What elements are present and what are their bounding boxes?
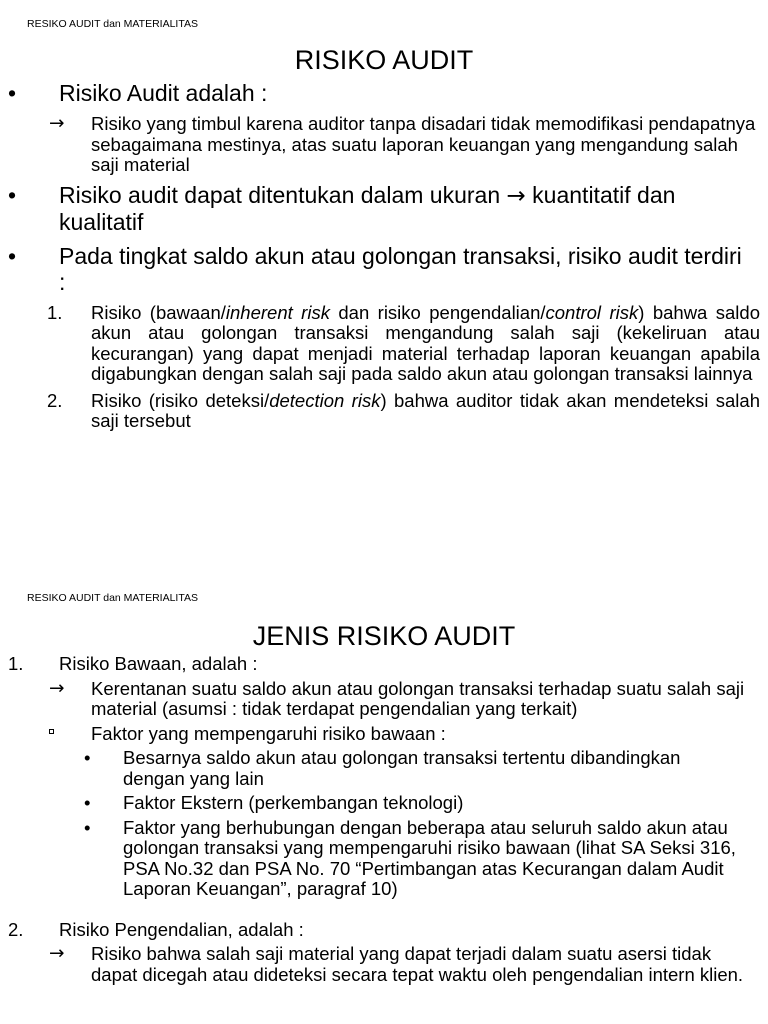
text-part: Risiko (risiko deteksi/ — [91, 389, 270, 411]
arrow-item — [0, 114, 768, 176]
numbered-item-text — [91, 303, 760, 385]
slide-header: RESIKO AUDIT dan MATERIALITAS — [27, 592, 198, 604]
slide-title: JENIS RISIKO AUDIT — [252, 621, 516, 651]
bullet-item — [0, 182, 768, 235]
arrow-item — [0, 679, 768, 720]
sub-bullet-text: Faktor yang berhubungan dengan beberapa atau seluruh saldo akun atau golongan transaksi yang mempengaruhi risiko bawaan (lihat SA Seksi 316, PSA No.32 dan PSA No. 70 “Pertimbangan atas Kecurangan dalam Audit Laporan Keuangan”, paragraf 10) — [123, 816, 736, 899]
slide-jenis-risiko-audit — [0, 580, 768, 1024]
text-part: Risiko (bawaan/ — [91, 301, 226, 323]
italic-term: inherent risk — [225, 301, 330, 323]
arrow-item-text: Risiko yang timbul karena auditor tanpa disadari tidak memodifikasi pendapatnya sebagaimana mestinya, atas suatu laporan keuangan yang mengandung salah saji material — [91, 113, 756, 175]
square-bullet-item — [0, 724, 768, 745]
numbered-item — [0, 920, 768, 941]
bullet-text-part: Risiko audit dapat ditentukan dalam ukuran — [59, 181, 507, 208]
bullet-icon: • — [84, 747, 91, 768]
bullet-icon: • — [84, 816, 91, 838]
slide-header: RESIKO AUDIT dan MATERIALITAS — [27, 18, 198, 30]
sub-bullet-text: Besarnya saldo akun atau golongan transaksi tertentu dibandingkan dengan yang lain — [123, 747, 681, 789]
arrow-right-icon: → — [49, 677, 65, 699]
bullet-text: Risiko Audit adalah : — [59, 80, 268, 106]
item-number: 1. — [8, 653, 24, 674]
item-number: 2. — [8, 918, 24, 940]
numbered-item-text: Risiko Bawaan, adalah : — [59, 653, 258, 674]
bullet-text-part: kuantitatif dan kualitatif — [59, 181, 676, 235]
item-number: 1. — [47, 301, 63, 323]
item-number: 2. — [47, 389, 63, 411]
spacer — [0, 904, 768, 920]
sub-bullet-item — [0, 793, 768, 814]
square-bullet-icon — [49, 729, 54, 734]
arrow-item-text: Risiko bahwa salah saji material yang dapat terjadi dalam suatu asersi tidak dapat dicegah atau dideteksi secara tepat waktu oleh pengendalian intern klien. — [91, 943, 744, 985]
sub-bullet-text: Faktor Ekstern (perkembangan teknologi) — [123, 792, 464, 813]
numbered-item-text — [91, 391, 760, 432]
numbered-item — [0, 654, 768, 675]
numbered-item — [0, 391, 768, 432]
slide-content — [0, 654, 768, 989]
bullet-item — [0, 80, 768, 106]
bullet-text: Pada tingkat saldo akun atau golongan transaksi, risiko audit terdiri : — [59, 242, 742, 295]
arrow-item-text: Kerentanan suatu saldo akun atau golongan transaksi terhadap suatu salah saji material (asumsi : tidak terdapat pengendalian yang terkait) — [91, 677, 745, 719]
sub-bullet-item — [0, 818, 768, 900]
bullet-icon: • — [84, 792, 91, 813]
arrow-right-icon: → — [49, 943, 65, 964]
bullet-item — [0, 243, 768, 295]
sub-bullet-item — [0, 748, 768, 789]
bullet-text — [59, 182, 754, 235]
bullet-icon: • — [8, 80, 17, 106]
slide-content — [0, 80, 768, 438]
italic-term: control risk — [545, 301, 639, 323]
arrow-right-icon: → — [49, 113, 65, 134]
arrow-right-icon: → — [506, 182, 526, 209]
text-part: ) bahwa saldo akun atau golongan transaksi mengandung salah saji (kekeliruan atau kecurangan) yang dapat menjadi material terhadap laporan keuangan apabila digabungkan dengan salah saji pada saldo akun atau golongan transaksi lainnya — [91, 301, 760, 384]
slide-title: RISIKO AUDIT — [294, 45, 474, 75]
numbered-item — [0, 303, 768, 385]
text-part: ) bahwa auditor tidak akan mendeteksi salah saji tersebut — [91, 389, 760, 431]
numbered-item-text: Risiko Pengendalian, adalah : — [59, 918, 304, 940]
italic-term: detection risk — [269, 389, 381, 411]
bullet-icon: • — [8, 181, 17, 208]
text-part: dan risiko pengendalian/ — [329, 301, 546, 323]
bullet-icon: • — [8, 242, 17, 269]
square-bullet-text: Faktor yang mempengaruhi risiko bawaan : — [91, 722, 446, 744]
arrow-item — [0, 944, 768, 985]
